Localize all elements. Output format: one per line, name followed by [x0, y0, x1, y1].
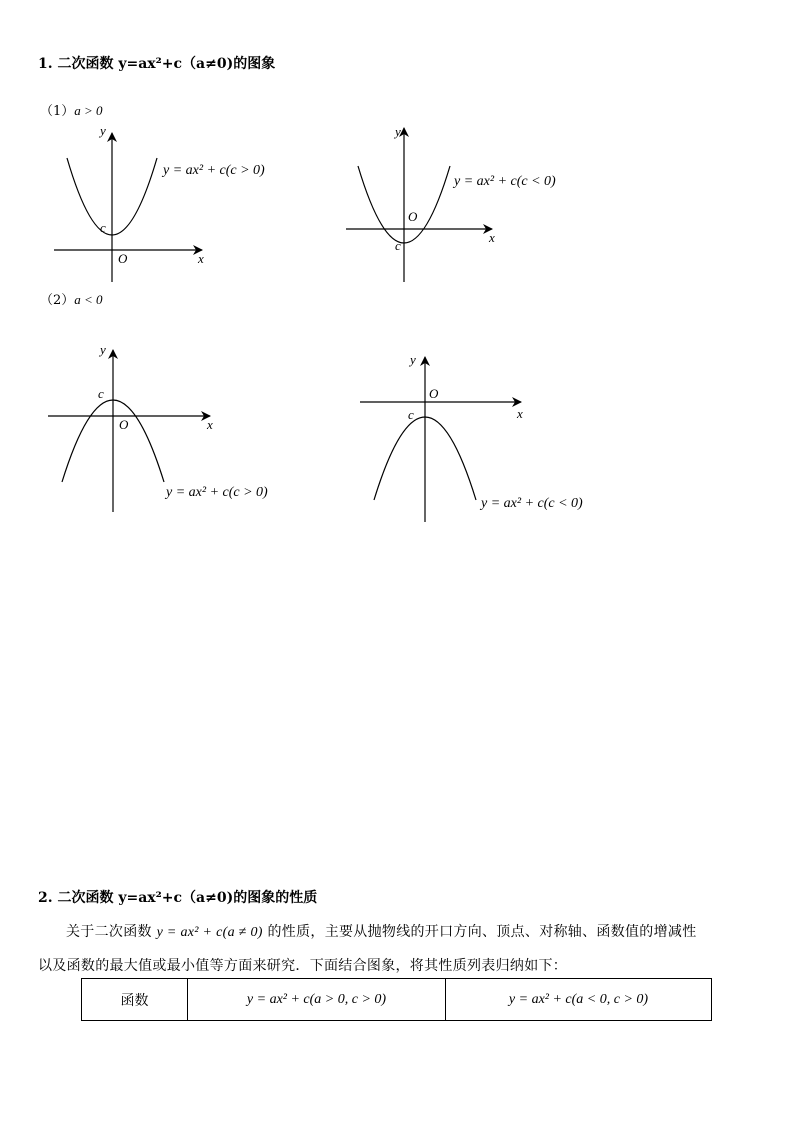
case1-condition: a > 0 — [74, 103, 103, 118]
graph-4 — [360, 352, 583, 522]
table-header-function: 函数 — [82, 979, 188, 1021]
properties-table — [81, 978, 712, 1021]
section1-title: 1. 二次函数 y=ax²+c（a≠0)的图象 — [38, 56, 276, 72]
graph-3-origin-label: O — [119, 417, 129, 432]
graph-2-origin-label: O — [408, 209, 418, 224]
graph-3-y-label: y — [100, 342, 106, 357]
graph-1-origin-label: O — [118, 251, 128, 266]
graph-2-x-label: x — [489, 230, 495, 245]
graph-4-origin-label: O — [429, 386, 439, 401]
graph-2-y-label: y — [395, 124, 401, 139]
para-text-b: 的性质，主要从抛物线的开口方向、顶点、对称轴、函数值的增减性 — [267, 924, 697, 940]
case2-number: （2） — [40, 293, 75, 308]
para-math: y = ax² + c(a ≠ 0) — [156, 925, 263, 940]
table-header-case-a-negative: y = ax² + c(a < 0, c > 0) — [446, 979, 712, 1021]
graph-2 — [346, 124, 556, 282]
graph-4-equation: y = ax² + c(c < 0) — [481, 496, 583, 511]
graph-3-c-label: c — [98, 386, 104, 401]
graph-4-y-label: y — [410, 352, 416, 367]
case1-number: （1） — [40, 104, 75, 119]
section2-paragraph-line1 — [66, 921, 697, 941]
graph-3-x-label: x — [207, 417, 213, 432]
graph-4-x-label: x — [517, 406, 523, 421]
graph-3-equation: y = ax² + c(c > 0) — [166, 485, 268, 500]
para-text-a: 关于二次函数 — [66, 924, 152, 940]
graph-4-c-label: c — [408, 407, 414, 422]
case2-condition: a < 0 — [74, 292, 103, 307]
table-header-case-a-positive: y = ax² + c(a > 0, c > 0) — [188, 979, 446, 1021]
graph-2-equation: y = ax² + c(c < 0) — [454, 174, 556, 189]
graph-1 — [54, 123, 265, 282]
graph-1-y-label: y — [100, 123, 106, 138]
graph-2-c-label: c — [395, 238, 401, 253]
graph-3 — [48, 342, 268, 512]
graph-1-x-label: x — [198, 251, 204, 266]
table-header-row — [82, 979, 712, 1021]
section2-paragraph-line2: 以及函数的最大值或最小值等方面来研究．下面结合图象，将其性质列表归纳如下： — [38, 958, 568, 974]
graph-1-c-label: c — [100, 220, 106, 235]
graph-1-equation: y = ax² + c(c > 0) — [163, 163, 265, 178]
case2-label — [40, 289, 103, 308]
section2-title: 2. 二次函数 y=ax²+c（a≠0)的图象的性质 — [38, 890, 318, 906]
graphs-canvas — [0, 0, 794, 560]
